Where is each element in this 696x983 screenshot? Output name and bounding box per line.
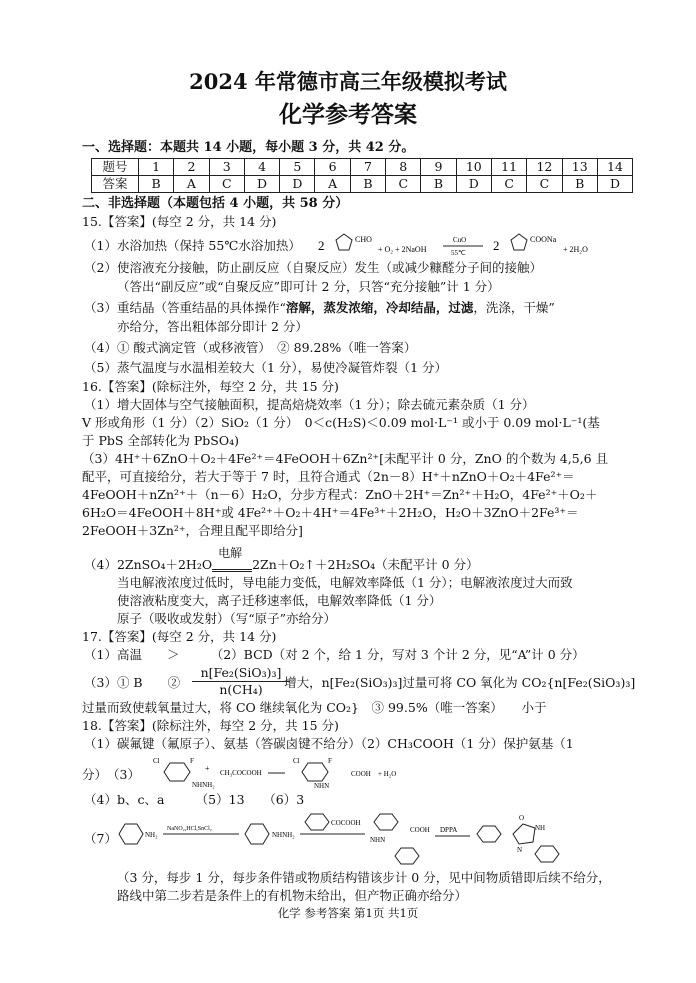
question-number-cell: 4 [244,159,279,176]
group: CHO [355,235,372,244]
text: （3）重结晶（答重结晶的具体操作“ [84,300,286,315]
page-subtitle: 化学参考答案 [279,101,417,128]
label: COCOOH [331,819,361,827]
text: （4）2ZnSO₄＋2H₂O [84,557,213,572]
benzene-ring-icon [119,824,143,844]
q15-heading: 15.【答案】(每空 2 分，共 14 分) [82,214,277,229]
question-number-cell: 2 [174,159,209,176]
label: NHNH₂ [272,831,295,839]
row-label: 答案 [92,176,139,193]
answer-cell: C [209,176,244,193]
benzene-ring-icon [245,824,269,844]
q16-line: （1）增大固体与空气接触面积，提高焙烧效率（1 分）；除去硫元素杂质（1 分） [84,397,535,412]
condition: 电解 [218,545,243,560]
product: + 2H₂O [563,245,588,254]
answer-cell: C [491,176,526,193]
question-number-cell: 3 [209,159,244,176]
question-number-cell: 11 [491,159,526,176]
q16-electrolysis-equation [84,545,479,574]
group: COONa [530,235,557,244]
answer-cell: D [280,176,315,193]
benzene-ring-icon [302,763,328,781]
text: （3）① B ② [84,675,181,690]
answer-cell: B [562,176,597,193]
q18-line: （7） [84,831,117,846]
answer-cell: B [139,176,174,193]
page-title: 2024 年常德市高三年级模拟考试 [189,69,507,94]
label: NH₂ [145,831,158,839]
question-number-cell: 12 [527,159,562,176]
q18-line: （4）b、c、a （5）13 （6）3 [84,792,305,807]
answer-cell: B [350,176,385,193]
label: + H₂O [378,770,397,778]
q15-part4: （4）① 酸式滴定管（或移液管） ② 89.28%（唯一答案） [84,340,417,355]
answer-cell: D [597,176,632,193]
catalyst: CuO [453,236,467,244]
fraction-denominator: n(CH₄) [219,682,263,697]
section1-heading: 一、选择题：本题共 14 小题，每小题 3 分，共 42 分。 [82,140,415,155]
q16-line: 于 PbS 全部转化为 PbSO₄) [82,433,240,448]
text: ，洗涤，干燥” [473,300,555,315]
answer-cell: A [174,176,209,193]
benzene-ring-icon [477,826,501,842]
answer-cell: B [421,176,456,193]
label: Cl [153,757,160,765]
q16-line: （3）4H⁺＋6ZnO＋O₂＋4Fe²⁺＝4FeOOH＋6Zn²⁺[未配平计 0 分，ZnO 的个数为 4,5,6 且 [82,451,609,466]
benzene-ring-icon [535,846,559,862]
q18-reaction-3 [150,755,450,791]
q18-line: （1）碳氟键（氟原子）、氨基（答碳卤键不给分）（2）CH₃COOH（1 分）保护氨基（1 [84,736,574,751]
text: 2Zn＋O₂↑＋2H₂SO₄（未配平计 0 分） [252,557,479,572]
q15-part3-cont: 亦给分，答出粗体部分即计 2 分） [117,319,308,334]
label: NHN [370,836,386,844]
label: COOH [351,770,371,778]
label: CH₃COCOOH [220,769,262,777]
q15-part3 [84,299,555,317]
question-number-cell: 7 [350,159,385,176]
q15-reaction-equation [318,228,618,258]
answer-cell: A [315,176,350,193]
label: COOH [410,826,430,834]
answer-table [91,158,633,193]
question-number-cell: 13 [562,159,597,176]
label: F [190,757,194,765]
answer-row [92,176,633,193]
q16-line: 使溶液粘度变大，离子迁移速率低，电解效率降低（1 分） [117,593,442,608]
text: 增大，n[Fe₂(SiO₃)₃]过量可将 CO 氧化为 CO₂{n[Fe₂(SiO₃)₃] [284,675,636,690]
label: F [328,757,332,765]
q17-line: （1）高温 ＞ （2）BCD（对 2 个，给 1 分，写对 3 个计 2 分，见“A”计 0 分） [84,647,585,662]
q16-line: 当电解液浓度过低时，导电能力变低，电解效率降低（1 分）；电解液浓度过大而致 [117,575,573,590]
answer-cell: C [527,176,562,193]
q16-line: 6H₂O＝4FeOOH＋8H⁺或 4Fe²⁺＋O₂＋4H⁺＝4Fe³⁺＋2H₂O，H₂O＋3ZnO＋2Fe³⁺＝ [82,505,579,520]
q18-heading: 18.【答案】(除标注外，每空 2 分，共 15 分) [82,718,339,733]
answer-cell: D [244,176,279,193]
furan-ring-icon [336,234,352,250]
reagents: + O₂ + 2NaOH [378,245,427,254]
condition: DPPA [440,826,458,834]
fraction-numerator: n[Fe₂(SiO₃)₃] [192,665,290,682]
q16-line: 4FeOOH＋nZn²⁺＋（n－6）H₂O，分步方程式：ZnO＋2H⁺＝Zn²⁺＋H₂O，4Fe²⁺＋O₂＋ [82,487,598,502]
question-number-cell: 8 [386,159,421,176]
question-number-cell: 10 [456,159,491,176]
question-number-cell: 14 [597,159,632,176]
label: NH [535,824,546,832]
q18-line: 分） （3） [82,767,140,782]
q16-line: V 形或角形（1 分）（2）SiO₂（1 分） 0＜c(H₂S)＜0.09 mol·L⁻¹ 或小于 0.09 mol·L⁻¹(基 [82,415,600,430]
q15-part5: （5）蒸气温度与水温相差较大（1 分），易使冷凝管炸裂（1 分） [84,360,448,375]
answer-cell: D [456,176,491,193]
question-number-cell: 6 [315,159,350,176]
page-footer: 化学 参考答案 第1页 共1页 [277,906,419,920]
benzene-ring-icon [305,814,329,830]
coef: 2 [318,238,325,253]
q15-part2: （2）使溶液充分接触，防止副反应（自聚反应）发生（或减少糠醛分子间的接触） [84,260,542,275]
condition: NaNO₂,HCl,SnCl₂ [167,826,212,832]
q16-line: 原子（吸收或发射）（写“原子”亦给分） [117,611,337,626]
label: O [519,814,525,822]
furan-ring-icon [511,234,527,250]
benzene-ring-icon [374,814,398,830]
q17-heading: 17.【答案】(每空 2 分，共 14 分) [82,629,277,644]
q17-line: 过量而致使载氧量过大，将 CO 继续氧化为 CO₂} ③ 99.5%（唯一答案） 小于 [82,700,547,715]
q16-line: 配平，可直接给分，若大于等于 7 时，且符合通式（2n－8）H⁺＋nZnO＋O₂＋4Fe²⁺＝ [82,469,575,484]
bold-text: 溶解，蒸发浓缩，冷却结晶，过滤 [285,300,474,315]
triazole-ring-icon [513,824,535,844]
label: Cl [293,757,300,765]
q17-line [84,674,635,692]
q15-part2-note: （答出“副反应”或“自聚反应”即可计 2 分，只答“充分接触”计 1 分） [117,279,500,294]
q15-part1: （1）水浴加热（保持 55℃水浴加热） [84,238,301,253]
label: + [205,764,210,773]
question-number-row [92,159,633,176]
label: NHN [314,782,330,790]
benzene-ring-icon [164,763,190,781]
q18-synthesis-route [115,812,565,870]
benzene-ring-icon [395,848,419,864]
question-number-cell: 9 [421,159,456,176]
question-number-cell: 1 [139,159,174,176]
section2-heading: 二、非选择题（本题包括 4 小题，共 58 分） [82,196,349,211]
label: N [517,846,523,854]
temperature: 55℃ [451,249,466,257]
label: NHNH₂ [192,781,215,789]
q18-note: 路线中第二步若是条件上的有机物未给出，但产物正确亦给分） [117,888,468,903]
q16-line: 2FeOOH＋3Zn²⁺，合理且配平即给分] [82,523,303,538]
q16-heading: 16.【答案】(除标注外，每空 2 分，共 15 分) [82,379,339,394]
answer-cell: C [386,176,421,193]
q18-note: （3 分，每步 1 分，每步条件错或物质结构错该步计 0 分，见中间物质错即后续不给分， [117,870,611,885]
coef: 2 [493,238,500,253]
question-number-cell: 5 [280,159,315,176]
row-label: 题号 [92,159,139,176]
